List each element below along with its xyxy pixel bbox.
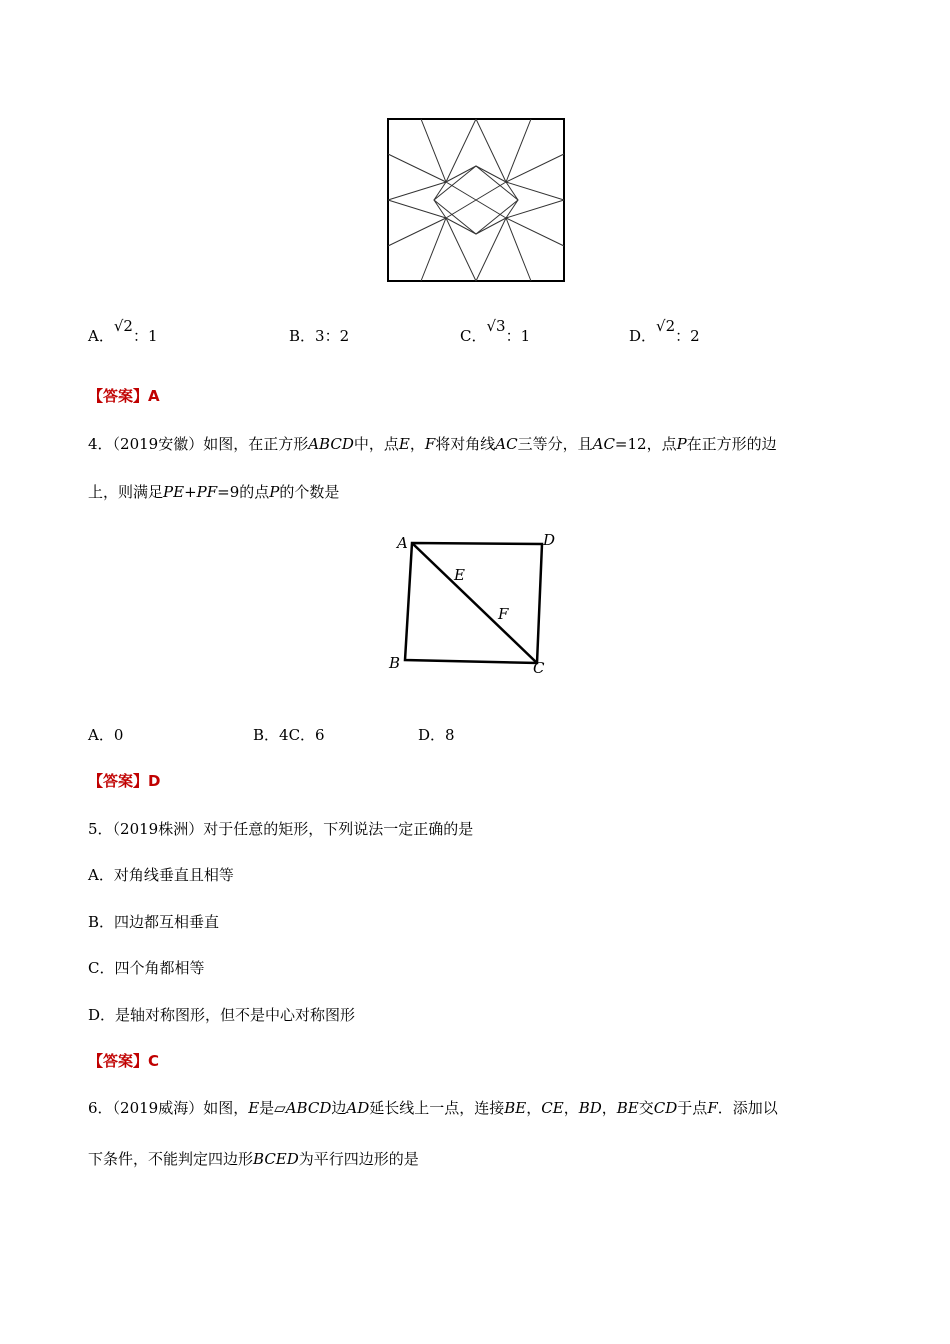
q5-answer: 【答案】C	[88, 1052, 160, 1070]
q5-option-a: A．对角线垂直且相等	[88, 866, 234, 884]
label-a: A	[397, 534, 408, 552]
q3-option-a: A．√2：1	[88, 317, 158, 345]
sqrt2-radical: √2	[656, 317, 676, 335]
q4-answer: 【答案】D	[88, 772, 161, 790]
label-c: C	[533, 659, 545, 677]
sqrt2-radical: √2	[113, 317, 133, 335]
q4-stem-line1: 4．（2019安徽）如图，在正方形ABCD中，点E，F将对角线AC三等分，且AC=12，点P在正方形的边	[88, 435, 777, 453]
label-f: F	[498, 605, 509, 623]
q3-option-c: C．√3：1	[460, 317, 531, 345]
q6-stem-line1: 6．（2019威海）如图，E是▱ABCD边AD延长线上一点，连接BE，CE，BD，BE交CD于点F．添加以	[88, 1099, 778, 1117]
label-d: D	[543, 531, 556, 549]
diagonal-ac	[412, 543, 537, 663]
label-e: E	[454, 566, 465, 584]
square-abcd-figure	[385, 530, 575, 680]
q3-answer: 【答案】A	[88, 387, 160, 405]
star-pattern-figure	[387, 118, 567, 284]
q5-option-d: D．是轴对称图形，但不是中心对称图形	[88, 1006, 356, 1024]
q6-stem-line2: 下条件，不能判定四边形BCED为平行四边形的是	[88, 1150, 419, 1168]
label-b: B	[389, 654, 401, 672]
q5-option-b: B．四边都互相垂直	[88, 913, 220, 931]
q4-option-d: D．8	[418, 726, 455, 744]
sqrt3-radical: √3	[486, 317, 506, 335]
q4-stem-line2: 上，则满足PE+PF=9的点P的个数是	[88, 483, 340, 501]
q4-option-bc: B．4C．6	[253, 726, 325, 744]
q4-option-a: A．0	[88, 726, 124, 744]
q3-option-d: D．√2：2	[629, 317, 700, 345]
q3-option-b: B．3：2	[289, 327, 350, 345]
q5-option-c: C．四个角都相等	[88, 959, 205, 977]
q5-stem: 5．（2019株洲）对于任意的矩形，下列说法一定正确的是	[88, 820, 474, 838]
